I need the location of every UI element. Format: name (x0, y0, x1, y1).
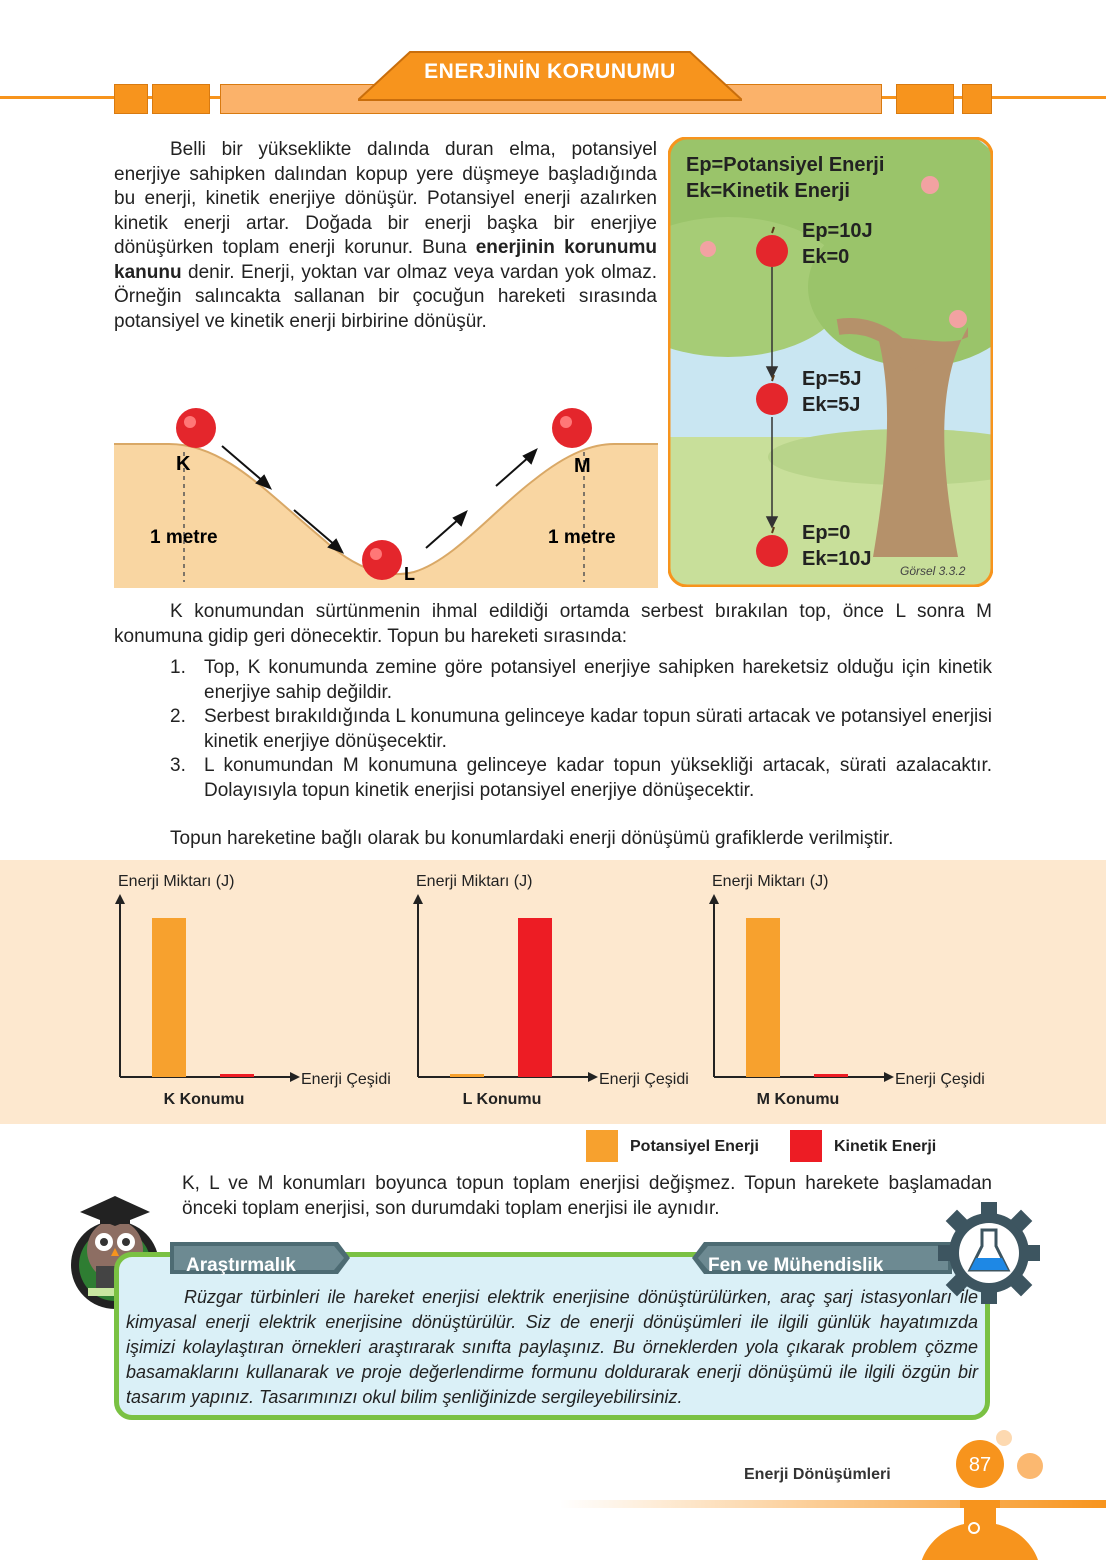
total-energy-paragraph: K, L ve M konumları boyunca topun toplam enerjisi değişmez. Topun harekete başlamadan önceki toplam enerjisi, son durumdaki toplam enerjisi ile aynıdır. (182, 1173, 992, 1219)
x-axis-arrow (884, 1072, 894, 1082)
activity-text: Rüzgar türbinleri ile hareket enerjisi elektrik enerjisine dönüştürülürken, araç şarj istasyonları ile kimyasal enerji elektrik enerjisine dönüştürülür. Siz de enerji dönüşümleri ile ilgili günlük hayatımızda işimizi kolaylaştıran örnekleri araştırarak sınıfta paylaşınız. Bu örneklerden yola çıkarak problem çözme basamaklarını kullanarak ve proje değerlendirme formunu doldurarak enerji dönüşümü ile ilgili özgün bir tasarım yapınız. Tasarımınızı okul bilim şenliğinizde sergileyebilirsiniz. (126, 1287, 978, 1407)
y-axis-arrow (709, 894, 719, 904)
state-2-ek: Ek=5J (802, 394, 861, 416)
bar-kinetic (518, 918, 552, 1077)
y-axis-arrow (115, 894, 125, 904)
tag-science-engineering: Fen ve Mühendislik (708, 1255, 884, 1276)
motion-paragraph: K konumundan sürtünmenin ihmal edildiği ortamda serbest bırakılan top, önce L sonra M konumuna gidip geri dönecektir. Topun bu hareketi sırasında: (114, 601, 992, 647)
list-item: 1. Top, K konumunda zemine göre potansiyel enerjiye sahipken hareketsiz olduğu için kinetik enerjiye sahip değildir. (170, 657, 992, 703)
intro-bold-term: enerjinin korunumu kanunu (114, 237, 657, 283)
chart-ylabel: Enerji Miktarı (J) (118, 873, 235, 890)
bar-kinetic (814, 1074, 848, 1077)
page-title: ENERJİNİN KORUNUMU (424, 60, 676, 83)
list-item: 2. Serbest bırakıldığında L konumuna gelinceye kadar topun sürati artacak ve potansiyel enerjisi kinetik enerjiye dönüşecektir. (170, 706, 992, 752)
state-1-ek: Ek=0 (802, 246, 850, 268)
header-block (152, 84, 210, 114)
footer-flask-icon (920, 1428, 1050, 1560)
header-block (896, 84, 954, 114)
legend-swatch-potential (586, 1130, 618, 1162)
tag-research: Araştırmalık (186, 1255, 296, 1276)
tree-figure (668, 137, 993, 587)
chart-m-position (708, 866, 1008, 1116)
page-number: 87 (968, 1454, 992, 1476)
header-block (962, 84, 992, 114)
chart-title: L Konumu (462, 1091, 542, 1108)
legend-label-kinetic: Kinetik Enerji (834, 1138, 937, 1155)
height-label-left: 1 metre (150, 527, 218, 548)
height-label-right: 1 metre (548, 527, 616, 548)
label-k: K (176, 453, 191, 475)
header-block (114, 84, 148, 114)
bar-potential (746, 918, 780, 1077)
state-3-ep: Ep=0 (802, 522, 851, 544)
bar-potential (152, 918, 186, 1077)
label-l: L (404, 564, 415, 584)
footer-section-title: Enerji Dönüşümleri (744, 1466, 891, 1483)
intro-paragraph: Belli bir yükseklikte dalında duran elma, potansiyel enerjiye sahipken dalından kopup yere düşmeye başladığında bu enerji, kinetik enerjiye dönüşür. Potansiyel enerji azalırken kinetik enerji artar. Doğada bir enerji başka bir enerjiye dönüşürken toplam enerji korunur. Buna enerjinin korunumu kanunu denir. Enerji, yoktan var olmaz veya vardan yok olmaz. Örneğin salıncakta sallanan bir çocuğun hareketi sırasında potansiyel ve kinetik enerji birbirine dönüşür. (114, 139, 657, 332)
state-3-ek: Ek=10J (802, 548, 872, 570)
figure-caption: Görsel 3.3.2 (900, 564, 966, 578)
chart-xlabel: Enerji Çeşidi (599, 1071, 689, 1088)
state-1-ep: Ep=10J (802, 220, 873, 242)
chart-k-position (114, 866, 414, 1116)
x-axis-arrow (588, 1072, 598, 1082)
state-2-ep: Ep=5J (802, 368, 862, 390)
label-m: M (574, 455, 591, 477)
ramp-figure (114, 400, 658, 588)
list-item: 3. L konumundan M konumuna gelinceye kadar topun yüksekliği artacak, sürati azalacaktır. Dolayısıyla topun kinetik enerjisi potansiyel enerjiye dönüşecektir. (170, 755, 992, 801)
legend-ek: Ek=Kinetik Enerji (686, 180, 850, 202)
chart-xlabel: Enerji Çeşidi (895, 1071, 985, 1088)
chart-l-position (412, 866, 712, 1116)
x-axis-arrow (290, 1072, 300, 1082)
legend-ep: Ep=Potansiyel Enerji (686, 154, 885, 176)
chart-ylabel: Enerji Miktarı (J) (712, 873, 829, 890)
numbered-list (170, 656, 992, 803)
chart-title: K Konumu (163, 1091, 245, 1108)
bar-potential (450, 1074, 484, 1077)
graph-intro-paragraph: Topun hareketine bağlı olarak bu konumlardaki enerji dönüşümü grafiklerde verilmiştir. (170, 828, 894, 849)
chart-title: M Konumu (756, 1091, 840, 1108)
bar-kinetic (220, 1074, 254, 1077)
y-axis-arrow (413, 894, 423, 904)
chart-ylabel: Enerji Miktarı (J) (416, 873, 533, 890)
legend-swatch-kinetic (790, 1130, 822, 1162)
chart-xlabel: Enerji Çeşidi (301, 1071, 391, 1088)
legend-label-potential: Potansiyel Enerji (630, 1138, 759, 1155)
